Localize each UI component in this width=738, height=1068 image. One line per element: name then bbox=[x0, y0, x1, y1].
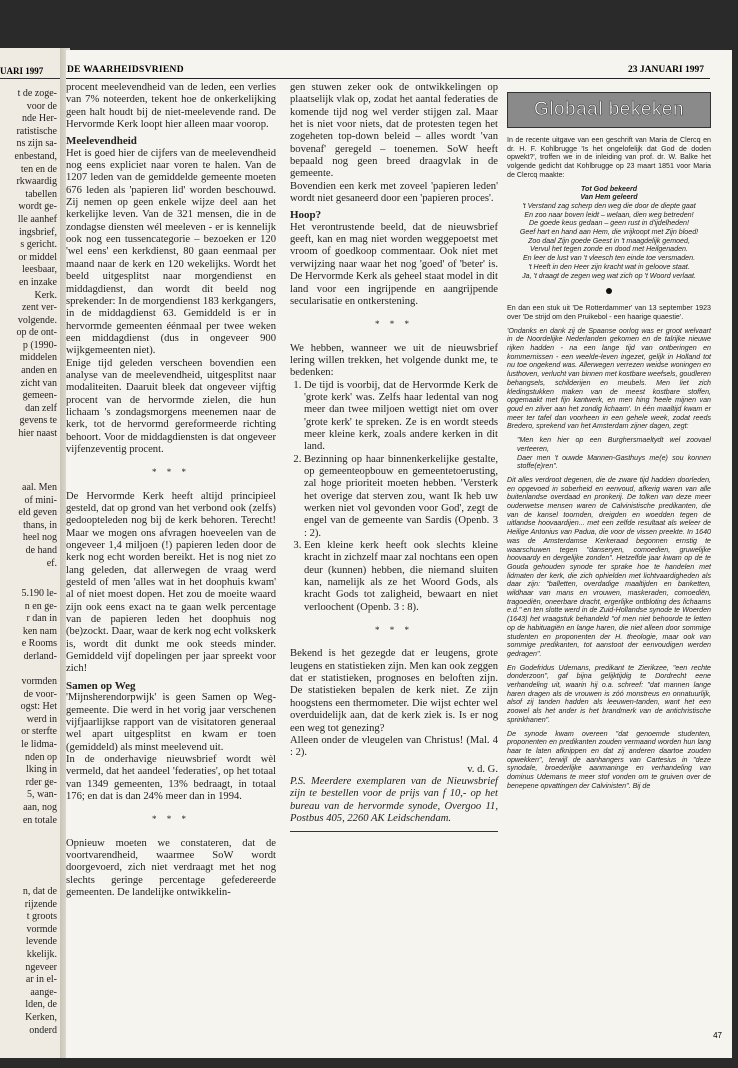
text-fragment-block bbox=[18, 482, 57, 570]
text-fragment-line: nden op bbox=[25, 751, 57, 763]
text-fragment-block bbox=[23, 886, 57, 1037]
quoted-paragraph: 'Ondanks en dank zij de Spaanse oorlog was er groot welvaart in de Noordelijke Nederlanden gekomen en de talrijke nieuwe rijken hadden - na een lange tijd van ontberingen en kommernissen - een weelde-leven ingezet, gelijk in Holland tot nu toe ongekend was. Allerwegen verrezen weidse woningen en lusthoven, verlucht van binnen met kostbare weefsels, goudleren behangsels, schilderijen en meubels. Men liet zich kledingstukken maken van de meest kostbare stoffen, opgemaakt met fijn kantwerk, en men hing 'heele mijnen van goud en zilver aan het zondig lichaam'. In één maaltijd kwam er meer ter tafel dan voorheen in een gehele week, zodat reeds Bredero, sprekend van het Amsterdam zijner dagen, zegt: bbox=[507, 326, 711, 431]
text-fragment-line: onderd bbox=[29, 1024, 57, 1036]
text-fragment-line: lden, de bbox=[25, 999, 57, 1011]
paragraph: In de onderhavige nieuwsbrief wordt wèl vermeld, dat het aandeel 'federaties', op het totaal van 1349 gemeenten, 13% bedraagt, in totaal 176; en dat is dan 24% meer dan in 1994. bbox=[66, 753, 276, 802]
paragraph: En dan een stuk uit 'De Rotterdammer' van 13 september 1923 over 'De strijd om den Pruikebol - een haarige quaestie'. bbox=[507, 304, 711, 321]
previous-page-edge bbox=[0, 48, 60, 1058]
author-signature: v. d. G. bbox=[467, 763, 498, 775]
text-fragment-line: n, dat de bbox=[22, 886, 57, 897]
text-fragment-line: 5.190 le- bbox=[21, 588, 57, 599]
article-column-2 bbox=[290, 82, 498, 832]
sidebar-banner bbox=[507, 92, 711, 128]
text-fragment-line: e Rooms bbox=[21, 638, 57, 650]
paragraph: Het is goed hier de cijfers van de meelevendheid nog eens expliciet naar voren te halen. Van de 1207 leden van de gemiddelde gemeente moeten 676 leden als 'papieren lid' worden beschouwd. Zij nemen op geen enkele wijze deel aan het kerkelijke leven. Van de 321 mensen, die in de zondagse diensten wél meeleven - er is kennelijk ook nog een tussencategorie – bezoeken er 120 'wel eens' een kerkdienst, 80 gaan eenmaal per maand naar de kerk en 120 wekelijks. Wordt het beeld uitgesplitst naar morgendienst en middagdienst, dan wordt dit beeld nog sprekender: In de morgendienst 183 kerkgangers, in de middagdienst 63. Gemiddeld is er in hervormde gemeenten éénmaal per twee weken een middagdienst (dus in ongeveer 900 wijkgemeenten niet). bbox=[66, 147, 276, 357]
poem-line: En zoo naar boven leidt – welaan, dien weg betreden! bbox=[524, 210, 694, 219]
section-heading: Hoop? bbox=[290, 209, 322, 222]
poem-title: Van Hem geleerd bbox=[580, 193, 638, 202]
poem-line: En leer de lust van 't vleesch ten einde toe versmaden. bbox=[522, 254, 696, 263]
poem-title: Tot God bekeerd bbox=[580, 184, 638, 193]
text-fragment-line: Kerk. bbox=[34, 289, 57, 301]
paragraph: In de recente uitgave van een geschrift van Maria de Clercq en dr. H. F. Kohlbrugge 'Is het ongelofelijk dat God de doden opwekt?', troffen we in de inleiding van prof. dr. W. Balke het volgende gedicht dat Kohlbrugge op 23 maart 1851 voor Maria de Clercq maakte: bbox=[507, 136, 711, 179]
text-fragment-line: en totale bbox=[22, 814, 57, 826]
poem-line: Geef hart en hand aan Hem, die vrijkoopt met Zijn bloed! bbox=[519, 228, 699, 237]
text-fragment-line: rkwaardig bbox=[16, 176, 57, 188]
text-fragment-line: de hand bbox=[25, 544, 57, 556]
poem-line: 't Heeft in den Heer zijn kracht wat in geloove staat. bbox=[528, 262, 690, 271]
section-heading: Meelevendheid bbox=[66, 135, 137, 148]
text-fragment-line: n en ge- bbox=[24, 600, 57, 612]
article-column-1 bbox=[66, 82, 276, 899]
list-item: 3. Een kleine kerk heeft ook slechts kleine kracht in zichzelf maar zal nochtans een open deur (kunnen) hebben, die niemand sluiten kan, namelijk als ze het Woord Gods, als kracht Gods tot zaligheid, bewaart en niet verloochent (Openb. 3 : 8). bbox=[304, 540, 498, 614]
poem-line: 't Verstand zag scherp den weg die door de diepte gaat bbox=[522, 201, 696, 210]
text-fragment-line: p (1990- bbox=[22, 339, 57, 351]
text-fragment-line: derland- bbox=[23, 650, 57, 662]
text-fragment-line: gevens te bbox=[19, 415, 57, 427]
text-fragment-line: r dan in bbox=[26, 613, 57, 625]
paragraph: Het verontrustende beeld, dat de nieuwsbrief geeft, kan en mag niet worden weggepoetst met vroom of goedkoop commentaar. Ook niet met verwijzing naar waar het nog 'goed' of 'beter' is. De Hervormde Kerk als geheel staat model in dit land voor een ingrijpende en aangrijpende secularisatie en ontkerstening. bbox=[290, 221, 498, 307]
paragraph: Enige tijd geleden verscheen bovendien een analyse van de meelevendheid, uitgesplitst naar modaliteiten. Daaruit bleek dat ongeveer vijftig procent van de hervormde zielen, die hun lichaam 's zondagsmorgens meenemen naar de kerk, tot de hervormd gereformeerde richting behoort. Voor de middagdiensten is dat ongeveer vijfenzeventig procent. bbox=[66, 357, 276, 455]
paragraph: gen stuwen zeker ook de ontwikkelingen op plaatselijk vlak op, zodat het aantal federaties de komende tijd nog wel verder stijgen zal. Maar het is niet voor niets, dat de protesten tegen het zogeheten top-down beleid – alles wordt 'van bovenaf' geregeld – toenemen. SoW heeft bepaald nog geen breed draagvlak in de gemeente. bbox=[290, 82, 498, 180]
text-fragment-line: nde Her- bbox=[21, 113, 57, 125]
text-fragment-line: vormden bbox=[21, 676, 57, 687]
text-fragment-line: werd in bbox=[26, 713, 57, 725]
poem-line: Vervul het tegen zonde en dood met Heilgenaden. bbox=[530, 245, 688, 254]
paragraph: Alleen onder de vleugelen van Christus! (Mal. 4 : 2). bbox=[290, 734, 498, 759]
text-fragment-line: lle aanhef bbox=[17, 213, 57, 225]
text-fragment-block bbox=[21, 676, 57, 827]
publication-title: DE WAARHEIDSVRIEND bbox=[67, 65, 184, 75]
issue-date: 23 JANUARI 1997 bbox=[628, 65, 704, 75]
previous-page-running-head: UARI 1997 bbox=[0, 66, 60, 79]
text-fragment-line: ingsbrief, bbox=[18, 226, 57, 238]
text-fragment-line: ratistische bbox=[16, 125, 57, 137]
poem-line: Ja, 't draagt de zegen weg wat zich op 't Woord verlaat. bbox=[522, 271, 696, 280]
text-fragment-line: or sterfte bbox=[21, 726, 57, 738]
quoted-paragraph: De synode kwam overeen "dat genoemde studenten, proponenten en predikanten zouden vermaand worden hun lang haar te laten afknippen en dat zij anderen daartoe zouden opwekken", terwijl de aanhangers van Cartesius in "deze synodale, broederlijke aanmaninge en verhandeling van dominus Udemans te meer stof vonden om te gruiven over de benepene opvattingen der Calvinisten". Bij de bbox=[507, 729, 711, 790]
text-fragment-line: 5, wan- bbox=[27, 789, 57, 801]
text-fragment-line: ns zijn sa- bbox=[16, 138, 57, 150]
numbered-list bbox=[290, 380, 498, 615]
text-fragment-line: volgende. bbox=[17, 314, 57, 326]
text-fragment-line: of mini- bbox=[24, 494, 57, 506]
text-fragment-line: levende bbox=[25, 936, 57, 948]
text-fragment-line: thans, in bbox=[23, 519, 57, 531]
list-item: 2. Bezinning op haar binnenkerkelijke gestalte, op gemeenteopbouw en gemeentetoerusting, zal hoge prioriteit moeten hebben. 'Versterk het overige dat sterven zou, want Ik heb uw werken niet vol gevonden voor God', zegt de engel van de gemeente van Sardis (Openb. 3 : 2). bbox=[304, 454, 498, 540]
text-fragment-block bbox=[21, 588, 57, 664]
text-fragment-line: le lidma- bbox=[21, 738, 57, 750]
section-separator: * * * bbox=[375, 319, 413, 330]
quoted-paragraph: En Godefridus Udemans, predikant te Zierikzee, "een rechte donderzoon", gaf bijna gelijktijdig te Dordrecht eene verhandeling uit, waarin hij o.a. schreef: "dat mannen lange haren dragen als de vrouwen is zóó monstreus en onnatuurlijk, alsof zij tanden hadden als leeuwen-tanden, want het een zoowel als het ander is het brandmerk van de antichristische sprinkhanen". bbox=[507, 663, 711, 724]
section-heading: Samen op Weg bbox=[66, 679, 136, 692]
list-item: 1. De tijd is voorbij, dat de Hervormde Kerk de 'grote kerk' was. Zelfs haar ledental van nog meer dan twee miljoen wettigt niet om over 'grote kerk' te spreken. Ze is en wordt steeds meer kleine kerk, zoals andere kerken in dit land. bbox=[304, 380, 498, 454]
page-number: 47 bbox=[713, 1031, 722, 1040]
text-fragment-line: zicht van bbox=[20, 377, 57, 389]
section-separator: * * * bbox=[375, 625, 413, 636]
text-fragment-line: op de ont- bbox=[16, 327, 57, 339]
paragraph: We hebben, wanneer we uit de nieuwsbrief lering willen trekken, het volgende dunkt me, te bedenken: bbox=[290, 342, 498, 379]
text-fragment-line: ten en de bbox=[20, 163, 57, 175]
paragraph: Opnieuw moeten we constateren, dat de voortvarendheid, waarmee SoW wordt doorgevoerd, zich niet verdraagt met het nog slechts geringe percentage gefedereerde gemeenten. De landelijke ontwikkelin- bbox=[66, 837, 276, 898]
paragraph: Bovendien een kerk met zoveel 'papieren leden' wordt niet gesaneerd door een 'papieren proces'. bbox=[290, 180, 498, 205]
section-separator: * * * bbox=[152, 467, 190, 478]
text-fragment-line: middelen bbox=[19, 352, 57, 364]
text-fragment-line: leesbaar, bbox=[22, 264, 57, 276]
paragraph: De Hervormde Kerk heeft altijd principieel gesteld, dat op grond van het verbond ook (zelfs) gedoopteleden nog bij de kerk behoren. Terecht! Maar we mogen ons afvragen hoeveelen van de ongeveer 1,4 miljoen (!) papieren leden door de kerk nog echt worden bereikt. Het is nog niet zo lang geleden, dat allerwegen de vraag werd gesteld of men 'alles wat in het doophuis kwam' al of niet moest dopen. Het zou de moeite waard zijn ook eens exact na te gaan welk percentage van de papieren leden het doophuis nog (be)zockt. Daar, waar de kerk nog echt volkskerk is, wordt dit dunkt me ook steeds minder. Gemiddeld vijf dopelingen per jaar spreekt voor zich! bbox=[66, 490, 276, 675]
text-fragment-line: ogst: Het bbox=[20, 701, 57, 713]
poem bbox=[507, 185, 711, 281]
text-fragment-line: heel nog bbox=[22, 532, 57, 544]
text-fragment-line: rijzende bbox=[24, 898, 57, 910]
text-fragment-line: ken nam bbox=[22, 625, 57, 637]
text-fragment-line: wordt ge- bbox=[18, 201, 57, 213]
text-fragment-line: gemeen- bbox=[22, 390, 57, 402]
poem-line: De goede keus gedaan – geen rust in d'ijdelheden! bbox=[529, 219, 689, 228]
text-fragment-line: s gericht. bbox=[20, 239, 57, 251]
newspaper-page bbox=[66, 50, 732, 1058]
text-fragment-line: lking in bbox=[26, 764, 57, 776]
bullet-separator bbox=[606, 288, 612, 294]
text-fragment-line: aange- bbox=[30, 986, 57, 998]
text-fragment-line: or middel bbox=[18, 251, 57, 263]
text-fragment-line: kkelijk. bbox=[26, 948, 57, 960]
text-fragment-line: ngeveer bbox=[25, 961, 57, 973]
running-head bbox=[66, 64, 710, 79]
text-fragment-line: aal. Men bbox=[22, 482, 57, 493]
text-fragment-line: anden en bbox=[21, 365, 57, 377]
text-fragment-line: ef. bbox=[46, 557, 57, 569]
text-fragment-line: ar in el- bbox=[25, 974, 57, 986]
text-fragment-line: t de zoge- bbox=[17, 88, 57, 99]
text-fragment-line: aan, nog bbox=[23, 801, 57, 813]
section-separator: * * * bbox=[152, 814, 190, 825]
sidebar-title: Globaal bekeken bbox=[533, 98, 685, 120]
text-fragment-line: voor de bbox=[26, 100, 57, 112]
paragraph: Bekend is het gezegde dat er leugens, grote leugens en statistieken zijn. Men kan ook zeggen dat er statistieken, prognoses en beloften zijn. De statistieken bepalen de kerk niet. Ze zijn hoogstens een thermometer. Die wijst echter wel overduidelijk aan, dat de kerk ziek is. Is er nog een weg tot genezing? bbox=[290, 648, 498, 734]
text-fragment-block bbox=[15, 88, 58, 441]
text-fragment-line: dan zelf bbox=[25, 402, 57, 414]
text-fragment-line: en inzake bbox=[18, 276, 57, 288]
text-fragment-line: rder ge- bbox=[25, 776, 57, 788]
text-fragment-line: t groots bbox=[26, 911, 57, 923]
sidebar-globaal-bekeken bbox=[507, 92, 711, 1042]
paragraph: 'Mijnsherendorpwijk' is geen Samen op Weg-gemeente. Die werd in het vorig jaar verschenen vijfjaarlijkse rapport van de visitatoren generaal wel apart uitgesplitst en kwam er toen (gemiddeld) als minst meelevend uit. bbox=[66, 692, 276, 753]
postscript: P.S. Meerdere exemplaren van de Nieuwsbrief zijn te bestellen voor de prijs van f 10,- op het bureau van de hervormde synode, Overgoo 11, Postbus 405, 2260 AK Leidschendam. bbox=[290, 775, 498, 824]
text-fragment-line: zent ver- bbox=[21, 302, 57, 314]
verse-quote: Daer men 't ouwde Mannen-Gasthuys me(e) sou konnen stoffe(e)ren". bbox=[517, 453, 711, 471]
text-fragment-line: vormde bbox=[26, 923, 57, 935]
poem-line: Zoo daal Zijn goede Geest in 't maagdelijk gemoed, bbox=[528, 236, 690, 245]
verse-quote: "Men ken hier op een Burghersmaeltydt wel zoovael verteeren, bbox=[517, 436, 711, 453]
paragraph: procent meelevendheid van de leden, een verlies van 7% noteerden, tekent hoe de onkerkelijking geen halt houdt bij de niet-meelevende rand. De Hervormde Kerk loopt hier alleen maar voorop. bbox=[66, 82, 276, 131]
text-fragment-line: eld geven bbox=[18, 507, 57, 519]
text-fragment-line: hier naast bbox=[18, 428, 57, 440]
text-fragment-line: de voor- bbox=[23, 688, 57, 700]
divider bbox=[290, 831, 498, 832]
text-fragment-line: tabellen bbox=[25, 188, 57, 200]
quoted-paragraph: Dit alles verdroot degenen, die de zware tijd hadden doorleden, en opgevoed in soberheid en eenvoud, afkerig waren van alle buitenlandse overdaad en pronkerij. De tolken van deze meer ouderwetse mensen waren de Calvinistische predikanten, die van de kansel toornden, dreigden en woedden tegen de uitlandse hoovaardijen... met een zelfde resultaat als weleer de Heilige Antonius van Padua, die voor de vissen preekte. In 1640 was de Amsterdamse Kerkeraad begonnen ernstig te waarschuwen tegen "danseryen, comoedien, gruwelijke hoovaardy en dergelijke zonden". Hetzelfde jaar kwam op de te Gouda gehouden synode ter sprake hoe te handelen met lidmaten der kerk, die zich ophielden met lichtvaardigheden als daar zijn: "balletten, overdadige maaltijden en banketten, wildhaar van mans en vrouwen, maskeraden, comoediën, tragoediën, oneerbare dracht, ergerlijke ontbloting des lichaams e.d." en ten slotte werd in de Zuid-Hollandse synode te Woerden (1643) het vraagstuk behandeld "of men niet behoorde te letten op de habituagiën en lange haren, die niet alleen door sommige studenten en proponenten der H. theologie, maar ook van sommige predikanten, tot aanstoot der eenvoudigen werden gedragen". bbox=[507, 475, 711, 658]
text-fragment-line: enbestand, bbox=[14, 150, 57, 162]
text-fragment-line: Kerken, bbox=[25, 1011, 57, 1023]
